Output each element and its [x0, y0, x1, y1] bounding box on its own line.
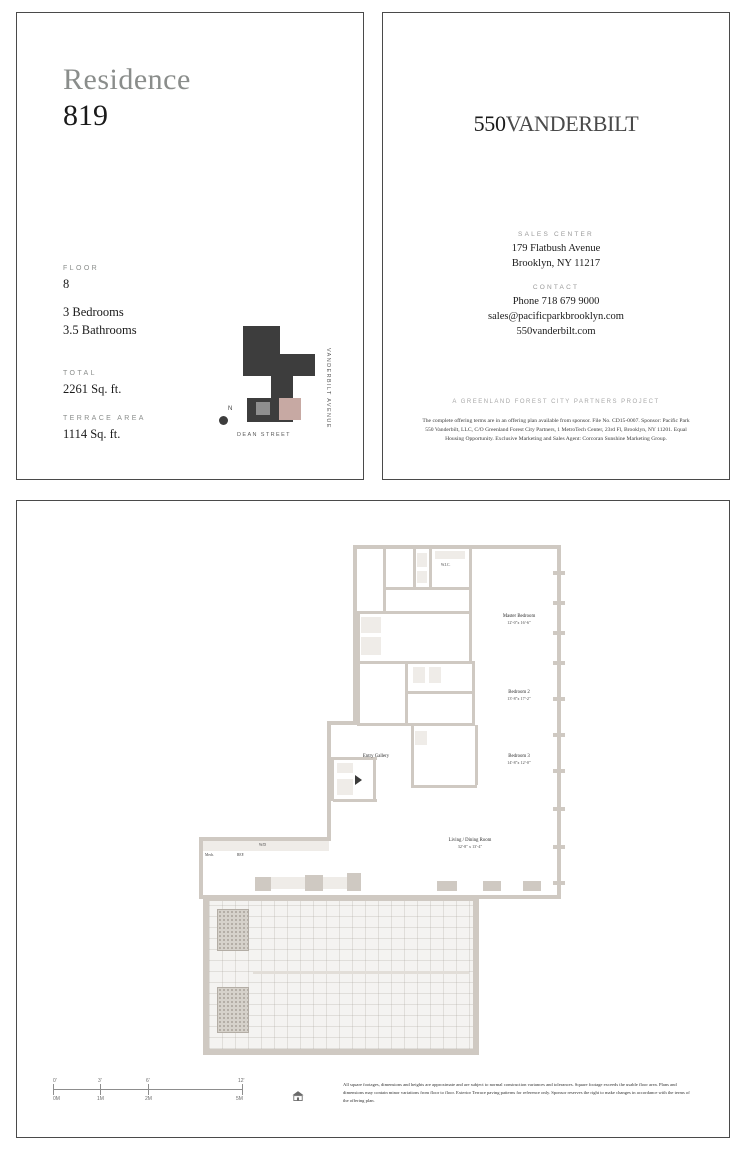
- terrace-label: TERRACE AREA: [63, 415, 146, 422]
- fixture-bath-1: [417, 553, 427, 567]
- wall-partition-17: [373, 757, 376, 801]
- brand-number: 550: [473, 111, 506, 136]
- keyplan-core: [256, 402, 270, 415]
- fixture-closet-2: [361, 637, 381, 655]
- entry-gallery-name: Entry Gallery: [362, 754, 390, 759]
- wall-partition-7: [357, 661, 475, 664]
- brand-name: VANDERBILT: [505, 111, 639, 136]
- master-bedroom-name: Master Bedroom: [502, 614, 536, 619]
- wall-partition-14: [411, 785, 477, 788]
- room-label-bedroom-3: [479, 753, 559, 766]
- scale-tick-2: [148, 1084, 149, 1095]
- scale-imperial-0: 0': [53, 1078, 57, 1084]
- street-label-dean: DEAN STREET: [237, 432, 291, 438]
- wall-partition-4: [413, 549, 416, 589]
- wall-partition-19: [357, 611, 360, 723]
- brand-contact-card: [382, 12, 730, 480]
- address-line-1: 179 Flatbush Avenue: [511, 243, 601, 254]
- living-dining-dims: 32'-8" x 13'-4": [457, 844, 483, 850]
- wall-partition-16: [333, 799, 377, 802]
- wall-partition-1: [357, 611, 471, 614]
- floorplan-card: [16, 500, 730, 1138]
- compass-icon: [215, 406, 239, 430]
- total-spec: [63, 370, 121, 398]
- label-washer-dryer: W/D: [259, 843, 266, 847]
- key-plan-diagram: [213, 318, 353, 458]
- total-label: TOTAL: [63, 370, 97, 377]
- terrace-rail-inner: [253, 971, 469, 974]
- window-mullion-8: [553, 807, 565, 811]
- bedroom3-name: Bedroom 3: [508, 754, 530, 759]
- scale-metric-2: 2M: [145, 1096, 152, 1102]
- room-label-master-bedroom: [479, 613, 559, 626]
- kitchen-appliance-4: [437, 881, 457, 891]
- wall-partition-9: [357, 723, 475, 726]
- phone-number[interactable]: Phone 718 679 9000: [512, 295, 600, 307]
- email-address[interactable]: sales@pacificparkbrooklyn.com: [488, 310, 624, 322]
- window-mullion-10: [553, 881, 565, 885]
- kitchen-appliance-6: [523, 881, 541, 891]
- fixture-closet-1: [361, 617, 381, 633]
- label-mech: Mech.: [205, 853, 215, 857]
- contact-block: [383, 231, 729, 340]
- label-refrigerator: REF.: [237, 853, 245, 857]
- wall-partition-2: [469, 545, 472, 661]
- label-wic: W.I.C.: [441, 563, 451, 567]
- scale-imperial-3: 12': [238, 1078, 245, 1084]
- master-bedroom-dims: 12'-0"x 16'-6": [507, 620, 531, 626]
- wall-partition-15: [331, 757, 334, 801]
- wall-west-connector: [327, 721, 357, 725]
- scale-bar: [53, 1078, 245, 1102]
- fixture-wic: [435, 551, 465, 559]
- fixture-bath-3: [413, 667, 425, 683]
- kitchen-appliance-5: [483, 881, 501, 891]
- wall-partition-5: [383, 587, 471, 590]
- plan-disclaimer: All square footages, dimensions and heights are approximate and are subject to normal construction variances and tolerances. Square footage exceeds the usable floor area. Plans and dimensions may contain minor variations from floor to floor. Exterior Terrace paving patterns for reference only. Sponsor reserves the right to make changes in accordance with the terms of the offering plan.: [343, 1082, 690, 1103]
- floor-label: FLOOR: [63, 265, 100, 272]
- compass-dot: [219, 416, 228, 425]
- bedroom2-name: Bedroom 2: [508, 690, 530, 695]
- room-label-bedroom-2: [479, 689, 559, 702]
- contact-spacer: [383, 272, 729, 284]
- room-label-entry-gallery: [355, 753, 397, 760]
- brand-logo: [383, 111, 729, 137]
- window-mullion-1: [553, 571, 565, 575]
- wall-partition-11: [408, 691, 472, 694]
- window-mullion-2: [553, 601, 565, 605]
- wall-partition-8: [472, 661, 475, 723]
- window-mullion-4: [553, 661, 565, 665]
- bedrooms-value: 3 Bedrooms: [63, 305, 124, 319]
- wall-partition-13: [411, 725, 414, 787]
- entry-arrow-icon: [355, 775, 362, 785]
- page-title: Residence: [63, 63, 191, 96]
- bedroom3-dims: 14'-8"x 12'-0": [507, 760, 531, 766]
- fixture-closet-4: [337, 779, 353, 795]
- floor-spec: [63, 265, 99, 293]
- scale-imperial-2: 6': [146, 1078, 150, 1084]
- equal-housing-icon: [291, 1089, 305, 1103]
- window-mullion-3: [553, 631, 565, 635]
- fixture-bath-4: [429, 667, 441, 683]
- scale-imperial-1: 3': [98, 1078, 102, 1084]
- website-url[interactable]: 550vanderbilt.com: [516, 325, 596, 337]
- residence-info-card: [16, 12, 364, 480]
- kitchen-appliance-2: [305, 875, 323, 891]
- scale-ticks: [53, 1078, 245, 1102]
- keyplan-unit-highlight: [279, 398, 301, 420]
- scale-tick-1: [100, 1084, 101, 1095]
- terrace-planter-top: [217, 909, 249, 951]
- scale-metric-3: 5M: [236, 1096, 243, 1102]
- terrace-value: 1114 Sq. ft.: [63, 427, 121, 441]
- scale-tick-3: [242, 1084, 243, 1095]
- fixture-closet-3: [337, 763, 353, 773]
- kitchen-counter-run: [203, 841, 329, 851]
- keyplan-block-a: [243, 326, 280, 354]
- address-line-2: Brooklyn, NY 11217: [511, 257, 601, 269]
- wall-partition-6: [429, 547, 432, 589]
- total-value: 2261 Sq. ft.: [63, 382, 122, 396]
- fixture-bath-2: [417, 571, 427, 583]
- room-label-living-dining: [417, 837, 523, 850]
- compass-north-label: N: [228, 406, 233, 412]
- contact-label: CONTACT: [532, 283, 580, 291]
- kitchen-appliance-1: [255, 877, 271, 891]
- wall-partition-12: [475, 725, 478, 785]
- scale-tick-0: [53, 1084, 54, 1095]
- partners-credit: A GREENLAND FOREST CITY PARTNERS PROJECT: [452, 399, 660, 405]
- bedroom2-dims: 13'-8"x 17'-2": [507, 696, 531, 702]
- terrace-planter-bottom: [217, 987, 249, 1033]
- window-mullion-7: [553, 769, 565, 773]
- legal-disclaimer: The complete offering terms are in an offering plan available from sponsor. File No. CD15-0007. Sponsor: Pacific Park 550 Vanderbilt, LLC, C/O Greenland Forest City Partners, 1 MetroTech Center, 23rd Fl, Brooklyn, NY 11201. Equal Housing Opportunity. Exclusive Marketing and Sales Agent: Corcoran Sunshine Marketing Group.: [422, 418, 690, 443]
- scale-metric-0: 0M: [53, 1096, 60, 1102]
- keyplan-block-b: [243, 354, 315, 376]
- bathrooms-value: 3.5 Bathrooms: [63, 323, 137, 338]
- rooms-spec: [63, 303, 137, 339]
- street-label-vanderbilt: VANDERBILT AVENUE: [325, 348, 331, 429]
- top-cards-row: [0, 0, 746, 492]
- sales-center-label: SALES CENTER: [518, 231, 594, 238]
- scale-metric-1: 1M: [97, 1096, 104, 1102]
- window-mullion-9: [553, 845, 565, 849]
- terrace-spec: [63, 415, 146, 443]
- living-dining-name: Living / Dining Room: [448, 838, 492, 843]
- residence-number: 819: [63, 99, 108, 132]
- window-mullion-6: [553, 733, 565, 737]
- floorplan-drawing: [17, 501, 731, 1071]
- fixture-bath-5: [415, 731, 427, 745]
- floor-value: 8: [63, 277, 70, 291]
- kitchen-appliance-3: [347, 873, 361, 891]
- wall-partition-3: [383, 549, 386, 613]
